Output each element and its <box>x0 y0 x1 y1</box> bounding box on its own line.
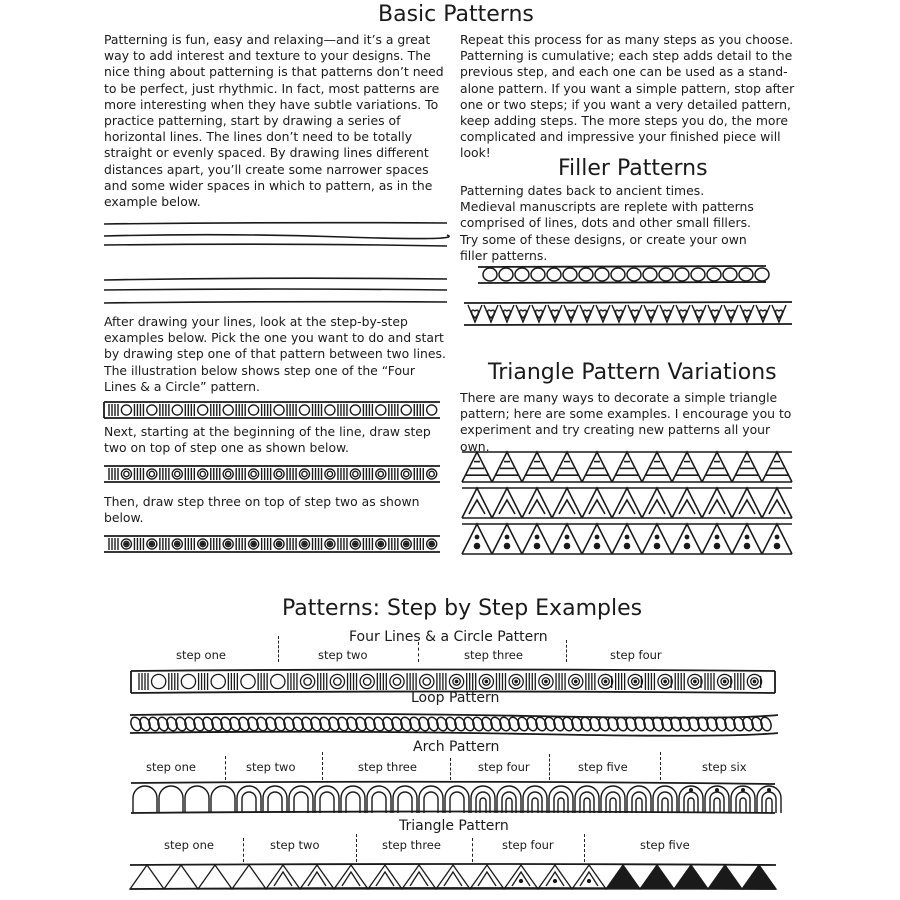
arch-step-label: step six <box>702 760 747 774</box>
triangle-step-label: step four <box>502 838 554 852</box>
four-lines-step-label: step one <box>176 648 226 662</box>
triangle-step-label: step one <box>164 838 214 852</box>
step-two-strip <box>104 464 444 484</box>
step-divider <box>243 838 244 862</box>
step-divider <box>566 640 567 662</box>
step-divider <box>660 752 661 780</box>
step-divider <box>549 754 550 780</box>
step-one-strip <box>104 400 444 420</box>
intro-paragraph: Patterning is fun, easy and relaxing—and it’s a great way to add interest and texture to your designs. The nice thing about patterning is that patterns don’t need to be perfect, just rhythmic. In fact, most patterns are more interesting when they have subtle variations. To practice patterning, start by drawing a series of horizontal lines. The lines don’t need to be totally straight or evenly spaced. By drawing lines different distances apart, you’ll create some narrower spaces and some wider spaces in which to pattern, as in the example below. <box>104 32 444 210</box>
filler-loops-strip <box>478 264 768 286</box>
step-divider <box>278 636 279 662</box>
arch-step-label: step two <box>246 760 296 774</box>
next-paragraph: Next, starting at the beginning of the line, draw step two on top of step one as shown below. <box>104 424 431 456</box>
triangle-variations-illustration <box>462 452 794 557</box>
step-divider <box>584 834 585 862</box>
arch-step-label: step one <box>146 760 196 774</box>
arch-step-label: step four <box>478 760 530 774</box>
triangle-step-label: step three <box>382 838 441 852</box>
filler-hearts-strip <box>464 300 794 328</box>
four-lines-step-label: step three <box>464 648 523 662</box>
triangle-step-label: step two <box>270 838 320 852</box>
triangle-variations-heading: Triangle Pattern Variations <box>488 360 777 385</box>
step-three-strip <box>104 534 444 554</box>
loop-pattern <box>130 710 780 738</box>
filler-paragraph: Patterning dates back to ancient times. Medieval manuscripts are replete with patterns comprised of lines, dots and other small fillers. Try some of these designs, or create your own filler patterns. <box>460 183 754 263</box>
arch-step-label: step three <box>358 760 417 774</box>
triangle-step-label: step five <box>640 838 690 852</box>
arch-pattern <box>131 780 777 816</box>
triangle-paragraph: There are many ways to decorate a simple triangle pattern; here are some examples. I encourage you to experiment and try creating new patterns all your own. <box>460 390 792 454</box>
step-divider <box>472 838 473 862</box>
triangle-title: Triangle Pattern <box>399 818 509 834</box>
repeat-paragraph: Repeat this process for as many steps as you choose. Patterning is cumulative; each step adds detail to the previous step, and each one can be used as a stand-alone pattern. If you want a simple pattern, stop after one or two steps; if you want a very detailed pattern, keep adding steps. The more steps you do, the more complicated and impressive your finished piece will look! <box>460 32 795 161</box>
step-divider <box>225 756 226 780</box>
then-paragraph: Then, draw step three on top of step two as shown below. <box>104 494 420 526</box>
after-lines-paragraph: After drawing your lines, look at the step-by-step examples below. Pick the one you want to do and start by drawing step one of that pattern between two lines. The illustration below shows step one of the “Four Lines & a Circle” pattern. <box>104 314 446 394</box>
arch-step-label: step five <box>578 760 628 774</box>
four-lines-step-label: step four <box>610 648 662 662</box>
arch-title: Arch Pattern <box>413 739 500 755</box>
step-divider <box>418 642 419 662</box>
four-lines-step-label: step two <box>318 648 368 662</box>
step-divider <box>450 758 451 780</box>
page-title: Basic Patterns <box>378 2 534 27</box>
examples-heading: Patterns: Step by Step Examples <box>282 596 643 621</box>
step-divider <box>356 834 357 862</box>
triangle-pattern <box>130 862 778 892</box>
loop-title: Loop Pattern <box>411 690 500 706</box>
four-lines-title: Four Lines & a Circle Pattern <box>349 629 548 645</box>
step-divider <box>322 752 323 780</box>
practice-lines-illustration <box>104 220 449 310</box>
filler-patterns-heading: Filler Patterns <box>558 156 708 181</box>
